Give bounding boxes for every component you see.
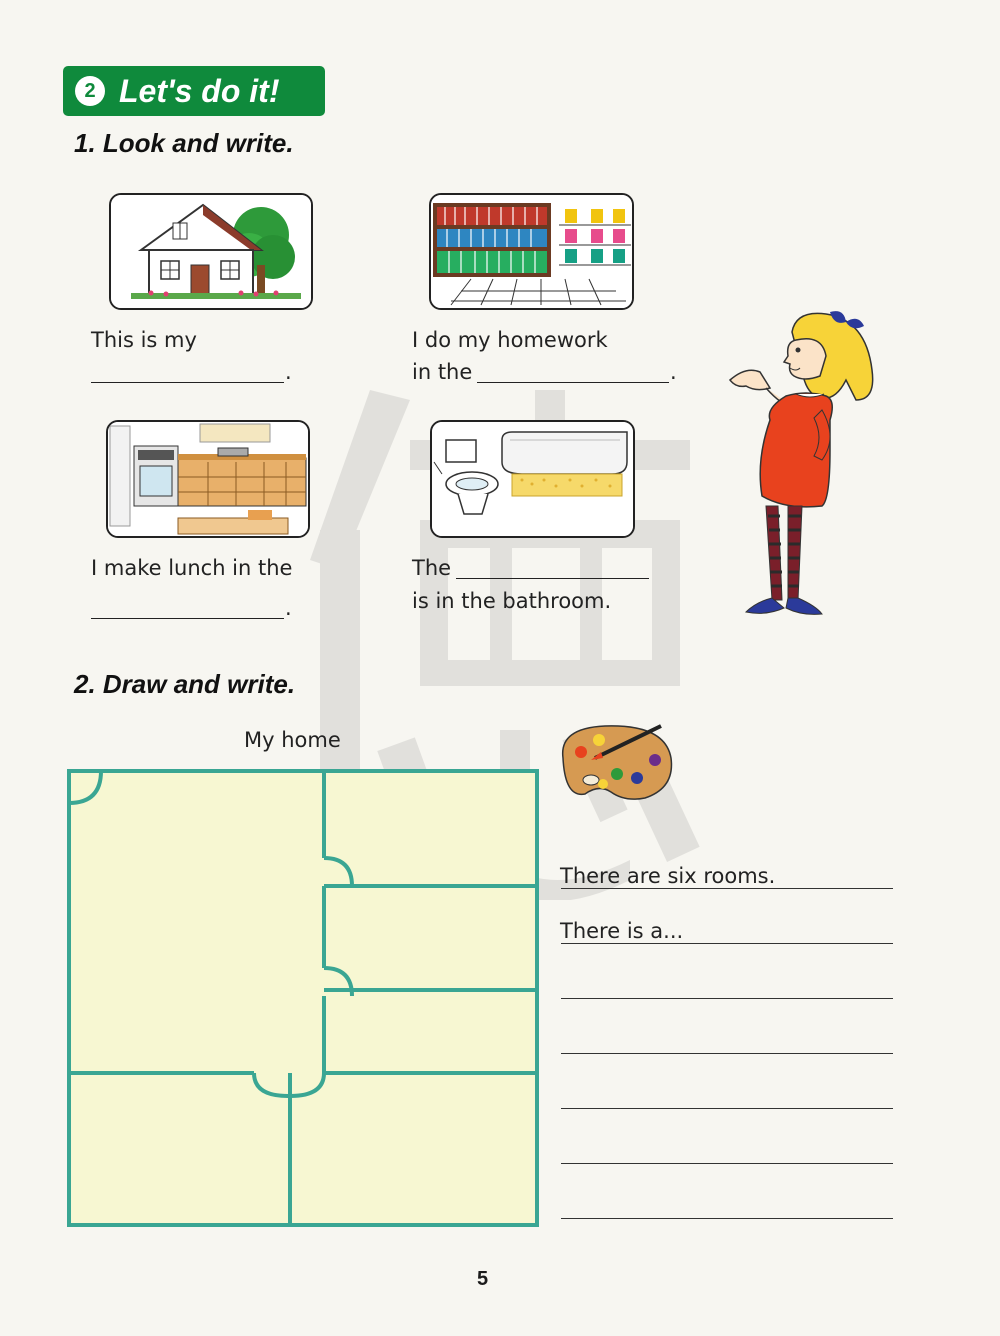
floor-plan-label: My home xyxy=(244,728,341,752)
write-line-2-text: There is a... xyxy=(560,919,684,943)
bathroom-picture xyxy=(430,420,635,538)
exercise-2-title: 2. Draw and write. xyxy=(74,669,296,699)
section-badge xyxy=(63,66,325,116)
item-2-period: . xyxy=(670,360,677,384)
bathroom-icon xyxy=(432,422,633,536)
item-2-line2-start: in the xyxy=(412,360,473,384)
write-line-6[interactable] xyxy=(561,1163,893,1164)
write-line-2[interactable] xyxy=(561,943,893,944)
item-1-answer-blank[interactable] xyxy=(91,362,284,383)
section-number: 2 xyxy=(75,76,105,106)
house-picture xyxy=(109,193,313,310)
page-number: 5 xyxy=(477,1268,489,1290)
item-2-line1: I do my homework xyxy=(412,328,608,352)
item-3-answer-blank[interactable] xyxy=(91,598,284,619)
item-4-answer-blank[interactable] xyxy=(456,558,649,579)
item-1-period: . xyxy=(285,360,292,384)
item-2-answer-blank[interactable] xyxy=(477,362,669,383)
item-4-line2: is in the bathroom. xyxy=(412,589,612,613)
write-line-3[interactable] xyxy=(561,998,893,999)
write-line-7[interactable] xyxy=(561,1218,893,1219)
paint-palette-icon xyxy=(555,718,675,804)
study-room-picture xyxy=(429,193,634,310)
write-line-5[interactable] xyxy=(561,1108,893,1109)
study-room-icon xyxy=(431,195,632,308)
item-3-line1: I make lunch in the xyxy=(91,556,293,580)
exercise-1-title: 1. Look and write. xyxy=(74,128,294,158)
floor-plan[interactable] xyxy=(66,768,540,1228)
item-3-period: . xyxy=(285,596,292,620)
write-line-1-text: There are six rooms. xyxy=(560,864,776,888)
kitchen-picture xyxy=(106,420,310,538)
girl-character-illustration xyxy=(726,310,876,616)
section-title: Let's do it! xyxy=(119,72,280,109)
kitchen-icon xyxy=(108,422,308,536)
item-1-line1: This is my xyxy=(91,328,197,352)
write-line-4[interactable] xyxy=(561,1053,893,1054)
item-4-line1-start: The xyxy=(412,556,452,580)
write-line-1[interactable] xyxy=(561,888,893,889)
house-icon xyxy=(111,195,311,308)
